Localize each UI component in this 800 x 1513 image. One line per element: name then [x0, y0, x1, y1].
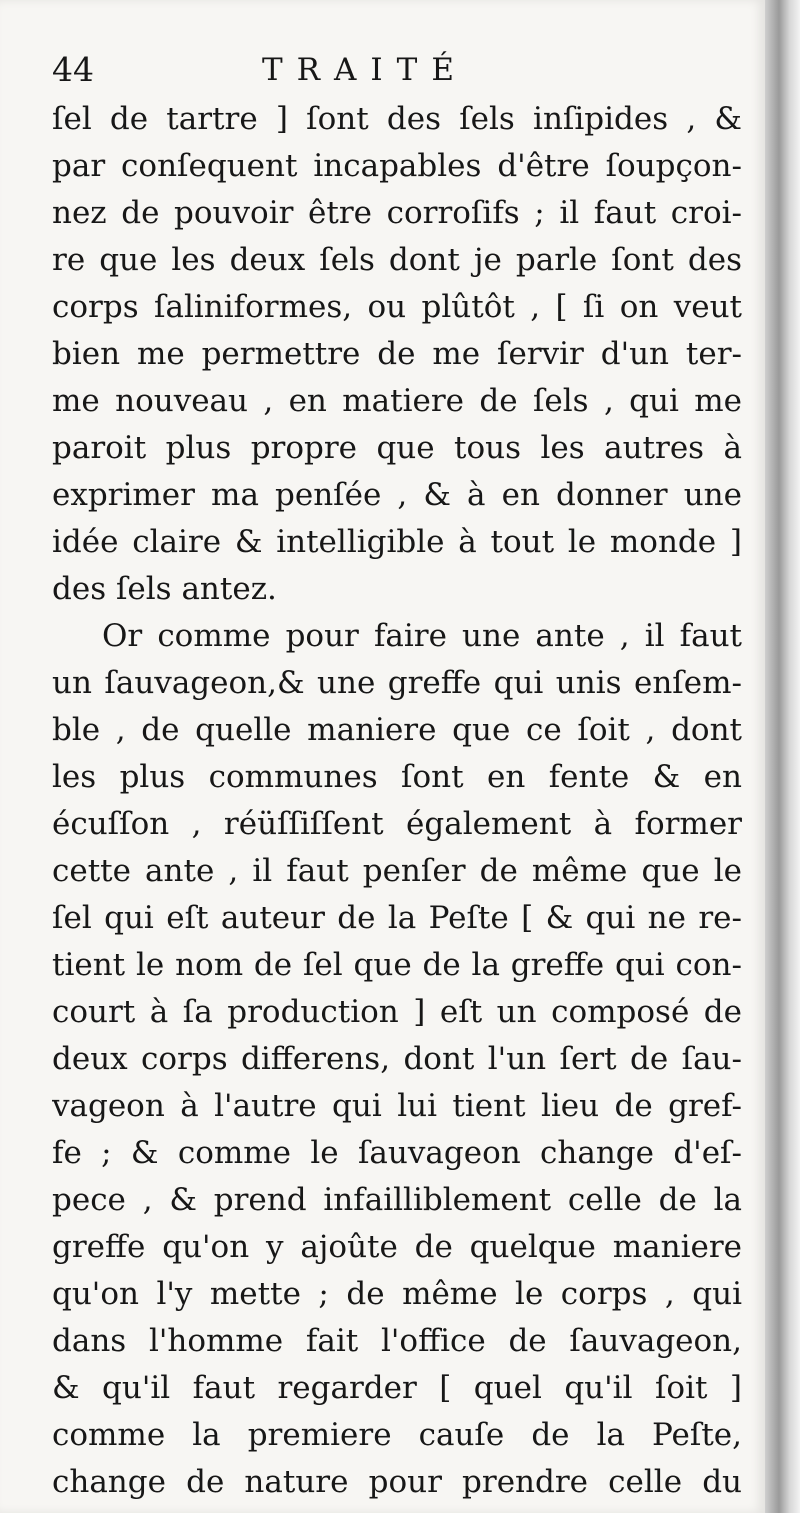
text-line: court à ſa production ] eſt un composé de [52, 994, 742, 1030]
text-line: greffe qu'on y ajoûte de quelque maniere [52, 1229, 742, 1265]
page-header [52, 50, 742, 94]
text-line: les plus communes ſont en fente & en [52, 759, 742, 795]
paragraph-start-line: Or comme pour faire une ante , il faut [102, 618, 742, 654]
text-line: qu'on l'y mette ; de même le corps , qui [52, 1276, 742, 1312]
text-line: nez de pouvoir être corroſifs ; il faut croi- [52, 195, 742, 231]
text-line: fe ; & comme le ſauvageon change d'eſ- [52, 1135, 742, 1171]
text-line: corps ſaliniformes, ou plûtôt , [ ſi on veut [52, 289, 742, 325]
text-line: ſel qui eſt auteur de la Peſte [ & qui ne re- [52, 900, 742, 936]
text-line: & qu'il faut regarder [ quel qu'il ſoit ] [52, 1370, 742, 1406]
text-line: comme la premiere cauſe de la Peſte, [52, 1417, 742, 1453]
text-line: ſel de tartre ] ſont des ſels inſipides , & [52, 101, 742, 137]
text-line: cette ante , il faut penſer de même que le [52, 853, 742, 889]
text-line: re que les deux ſels dont je parle ſont des [52, 242, 742, 278]
text-line: tient le nom de ſel que de la greffe qui con- [52, 947, 742, 983]
text-line: idée claire & intelligible à tout le monde ] [52, 524, 742, 560]
text-line: bien me permettre de me ſervir d'un ter- [52, 336, 742, 372]
text-line: exprimer ma penſée , & à en donner une [52, 477, 742, 513]
text-line: paroit plus propre que tous les autres à [52, 430, 742, 466]
running-title: TRAITÉ [262, 52, 468, 88]
text-line: vageon à l'autre qui lui tient lieu de gref- [52, 1088, 742, 1124]
text-line: dans l'homme fait l'office de ſauvageon, [52, 1323, 742, 1359]
page-edge [765, 0, 800, 1513]
page-number: 44 [52, 50, 94, 89]
body-text [52, 96, 742, 1506]
text-line: deux corps differens, dont l'un ſert de ſau- [52, 1041, 742, 1077]
text-line: pece , & prend infailliblement celle de la [52, 1182, 742, 1218]
text-line: écuſſon , réüſſiſſent également à former [52, 806, 742, 842]
text-line: change de nature pour prendre celle du [52, 1464, 742, 1500]
text-line: un ſauvageon,& une greffe qui unis enſem- [52, 665, 742, 701]
text-line: me nouveau , en matiere de ſels , qui me [52, 383, 742, 419]
text-line: par conſequent incapables d'être ſoupçon- [52, 148, 742, 184]
paragraph-end-line: des ſels antez. [52, 571, 277, 607]
text-line: ble , de quelle maniere que ce ſoit , dont [52, 712, 742, 748]
